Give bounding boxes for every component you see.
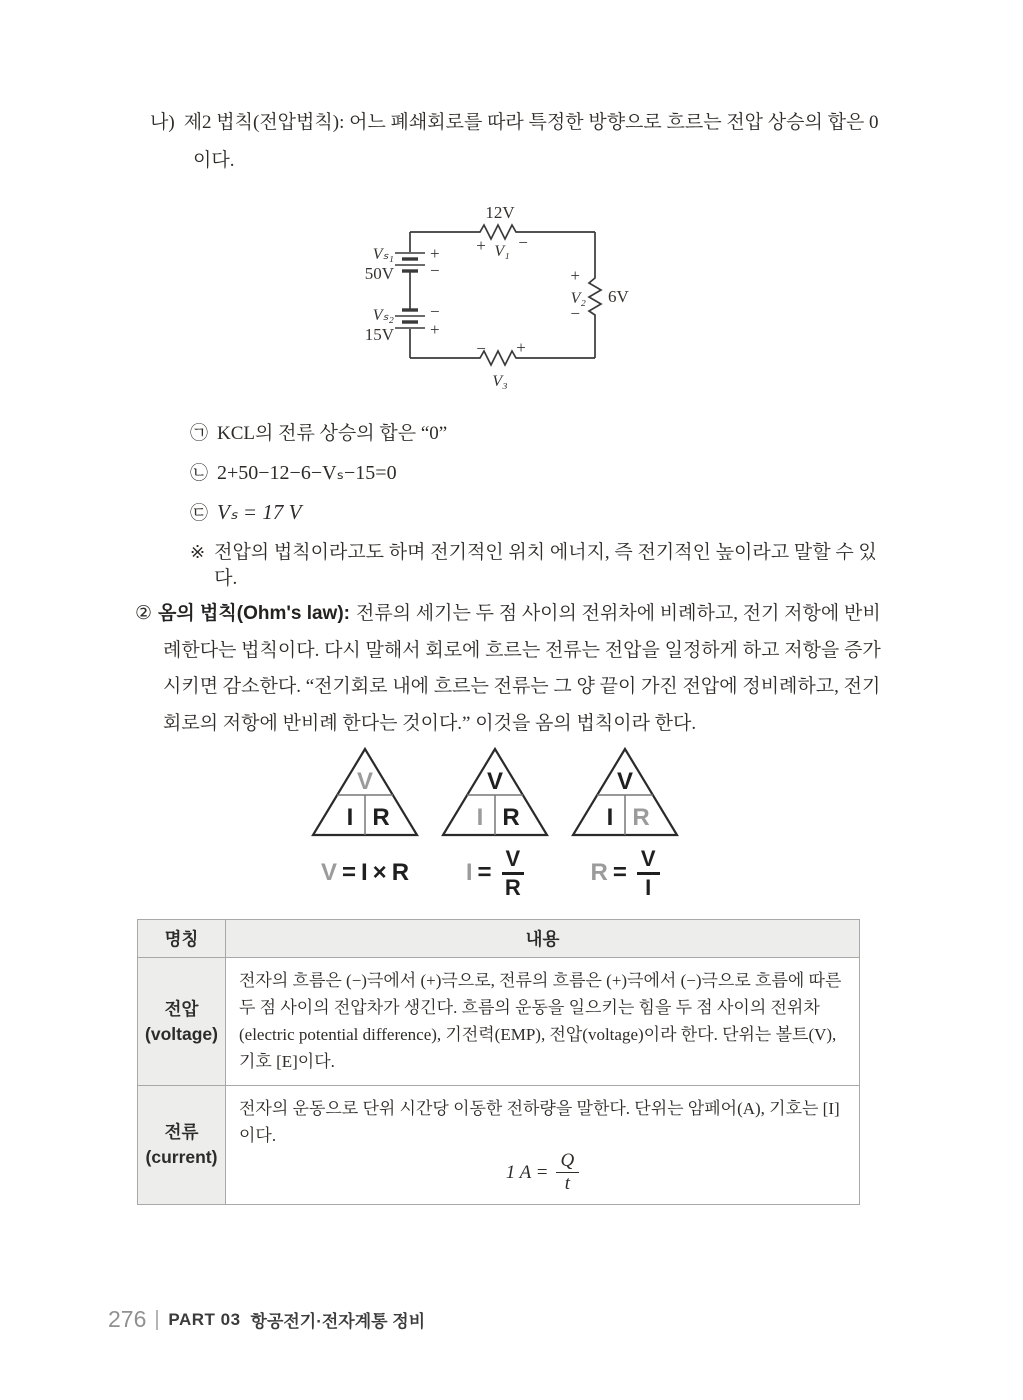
second-law-marker: 나) — [150, 112, 175, 133]
kvl-circuit-figure — [340, 193, 680, 395]
vir-triangle-icon — [440, 746, 550, 838]
ohm-triangles — [300, 746, 690, 901]
triangle3-right-letter: R — [632, 804, 650, 831]
second-law-paragraph — [150, 104, 890, 180]
current-name-en: (current) — [145, 1146, 218, 1167]
formula-r — [590, 845, 659, 901]
triangle1-left-letter: I — [346, 804, 354, 831]
label-12v: 12V — [485, 203, 515, 222]
formula-i-denominator: R — [504, 874, 521, 900]
voltage-name-ko: 전압 — [164, 998, 199, 1019]
second-law-text: 제2 법칙(전압법칙): 어느 폐쇄회로를 따라 특정한 방향으로 흐르는 전압 상승의 합은 0이다. — [183, 112, 879, 171]
triangle2-right-letter: R — [502, 804, 520, 831]
triangle3-top-letter: V — [616, 768, 634, 795]
label-v2-value: 6V — [608, 287, 629, 306]
label-vs1-value: 50V — [364, 264, 394, 283]
triangle2-left-letter: I — [476, 804, 484, 831]
formula-v-times: × — [372, 859, 387, 886]
triangle-r — [560, 746, 690, 901]
current-formula — [239, 1151, 846, 1194]
formula-i-fraction — [502, 847, 525, 898]
table-header-name: 명칭 — [138, 920, 226, 958]
vir-triangle-icon — [310, 746, 420, 838]
page-footer — [108, 1306, 425, 1333]
label-vs2: Vₛ₂ — [372, 307, 394, 324]
current-content-cell — [226, 1086, 860, 1205]
battery-vs2-icon — [395, 310, 425, 328]
label-v3: V₃ — [492, 373, 508, 390]
current-formula-fraction — [556, 1151, 580, 1194]
current-name-cell — [138, 1086, 226, 1205]
formula-i-eq: = — [477, 859, 492, 886]
kvl-note-text: 전압의 법칙이라고도 하며 전기적인 위치 에너지, 즉 전기적인 높이라고 말할 수 있다. — [214, 542, 877, 589]
ohms-law-marker: ② — [135, 603, 153, 624]
formula-r-lhs: R — [590, 859, 608, 886]
kvl-item-3-marker: ㉢ — [190, 503, 208, 523]
formula-v-lhs: V — [320, 859, 337, 886]
current-formula-lhs: 1 A = — [505, 1161, 549, 1183]
kvl-item-2-marker: ㉡ — [190, 463, 208, 483]
formula-v-i: I — [361, 859, 368, 886]
label-vs2-value: 15V — [364, 325, 394, 344]
kvl-item-1-marker: ㉠ — [190, 423, 208, 443]
triangle1-right-letter: R — [372, 804, 390, 831]
kvl-item-1 — [190, 420, 890, 447]
formula-i-numerator: V — [502, 847, 525, 874]
formula-r-fraction — [637, 847, 660, 898]
label-v3-plus: + — [516, 338, 526, 357]
table-header-content: 내용 — [226, 920, 860, 958]
ohms-law-paragraph — [135, 596, 887, 742]
kvl-item-3 — [190, 499, 890, 526]
current-formula-denominator: t — [564, 1172, 570, 1194]
label-v1-minus: − — [518, 233, 528, 252]
label-v1-plus: + — [476, 236, 486, 255]
battery-vs1-icon — [395, 253, 425, 271]
label-vs1: Vₛ₁ — [372, 246, 394, 263]
ohms-law-text: 전류의 세기는 두 점 사이의 전위차에 비례하고, 전기 저항에 반비례한다는 법칙이다. 다시 말해서 회로에 흐르는 전류는 전압을 일정하게 하고 저항을 증가시키면 감소한다. “전기회로 내에 흐르는 전류는 그 양 끝이 가진 전압에 정비례하고, 전기회로의 저항에 반비례 한다는 것이다.” 이것을 옴의 법칙이라 한다. — [163, 603, 881, 734]
definitions-table — [137, 919, 860, 1205]
formula-i-lhs: I — [465, 859, 473, 886]
page-number: 276 — [108, 1306, 147, 1332]
formula-r-numerator: V — [637, 847, 660, 874]
current-formula-numerator: Q — [556, 1151, 580, 1173]
voltage-name-en: (voltage) — [145, 1023, 218, 1044]
triangle-v — [300, 746, 430, 901]
label-vs1-plus: + — [430, 244, 440, 263]
voltage-content-cell: 전자의 흐름은 (−)극에서 (+)극으로, 전류의 흐름은 (+)극에서 (−)극으로 흐름에 따른 두 점 사이의 전압차가 생긴다. 흐름의 운동을 일으키는 힘을 두 점 사이의 전위차(electric potential difference), 기전력(EMP), 전압(voltage)이라 한다. 단위는 볼트(V), 기호 [E]이다. — [226, 958, 860, 1086]
footer-part-label: PART 03 — [168, 1309, 241, 1329]
formula-i — [466, 845, 524, 901]
ohms-law-heading: 옴의 법칙(Ohm's law): — [158, 603, 350, 624]
footer-divider — [156, 1310, 158, 1330]
kvl-item-list — [190, 420, 890, 605]
current-name-ko: 전류 — [164, 1121, 199, 1142]
kvl-item-note — [190, 539, 890, 592]
triangle1-top-letter: V — [356, 768, 374, 795]
label-v2-plus: + — [570, 266, 580, 285]
table-row-current — [138, 1086, 860, 1205]
table-header-row — [138, 920, 860, 958]
label-vs1-minus: − — [430, 261, 440, 280]
kvl-item-2-text: 2+50−12−6−Vₛ−15=0 — [217, 462, 397, 484]
triangle3-left-letter: I — [606, 804, 614, 831]
formula-v-r: R — [391, 859, 410, 886]
voltage-name-cell — [138, 958, 226, 1086]
vir-triangle-icon — [570, 746, 680, 838]
current-content-text: 전자의 운동으로 단위 시간당 이동한 전하량을 말한다. 단위는 암페어(A), 기호는 [I]이다. — [239, 1099, 840, 1145]
footer-part-title: 항공전기·전자계통 정비 — [250, 1312, 426, 1331]
circuit-diagram — [340, 193, 680, 395]
label-v2: V₂ — [570, 290, 586, 307]
label-v2-minus: − — [570, 304, 580, 323]
label-vs2-plus: + — [430, 320, 440, 339]
label-v3-minus: − — [476, 339, 486, 358]
formula-v-eq: = — [341, 859, 356, 886]
kvl-item-2 — [190, 460, 890, 486]
table-row-voltage — [138, 958, 860, 1086]
formula-v — [321, 845, 409, 901]
formula-r-denominator: I — [645, 874, 652, 900]
label-vs2-minus: − — [430, 302, 440, 321]
kvl-item-3-text: Vₛ = 17 V — [217, 500, 302, 524]
triangle-i — [430, 746, 560, 901]
kvl-note-marker: ※ — [190, 542, 206, 562]
kvl-item-1-text: KCL의 전류 상승의 합은 “0” — [217, 423, 448, 444]
triangle2-top-letter: V — [486, 768, 504, 795]
formula-r-eq: = — [612, 859, 627, 886]
label-v1: V₁ — [494, 243, 510, 260]
